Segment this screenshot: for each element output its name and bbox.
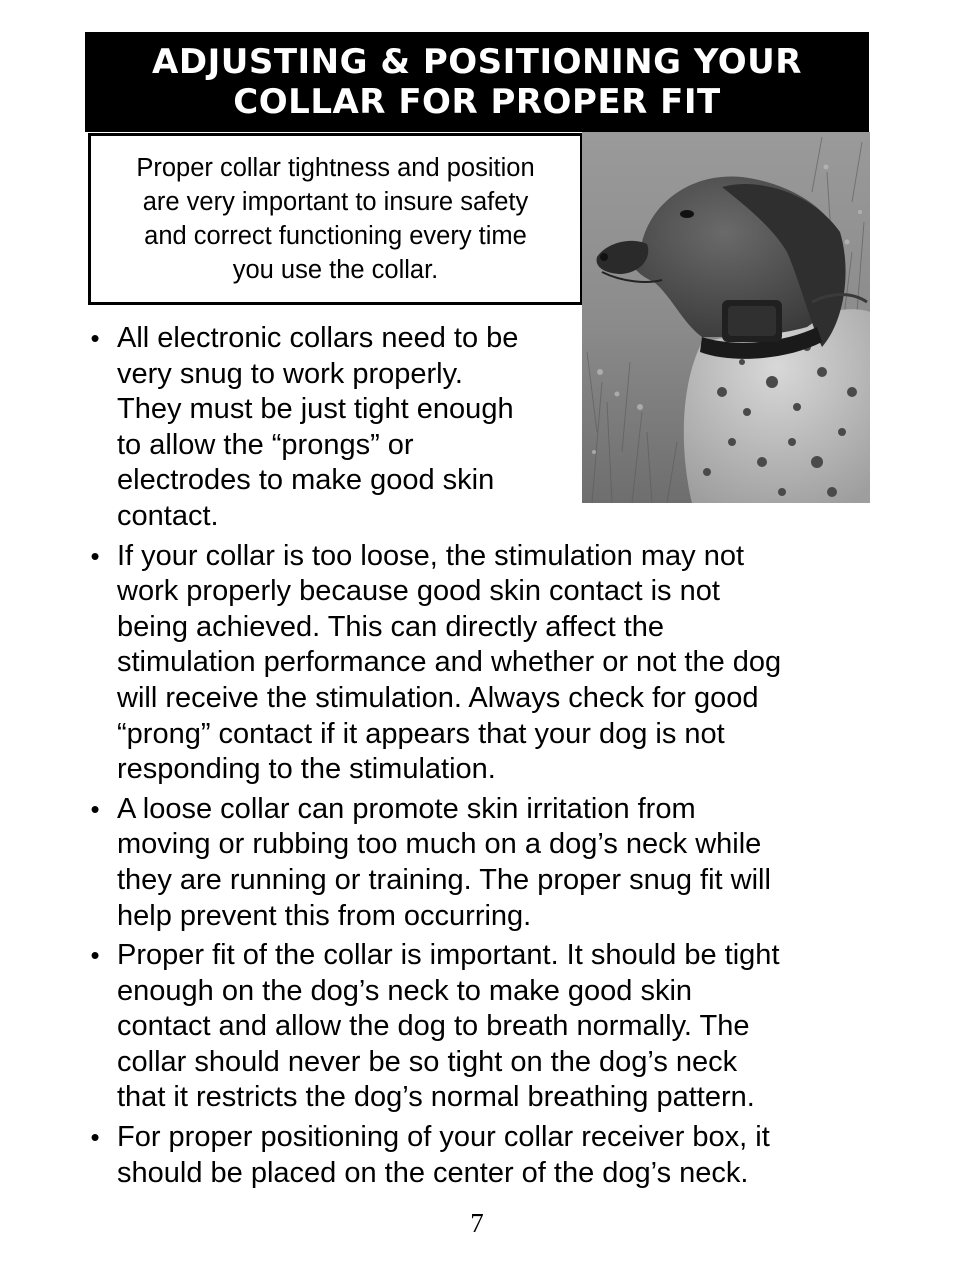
bullet-icon: • bbox=[90, 1122, 100, 1153]
bullet-line: to allow the “prongs” or bbox=[117, 428, 414, 461]
bullet-line: Proper fit of the collar is important. It should be tight bbox=[117, 939, 780, 972]
bullet-icon: • bbox=[90, 940, 100, 971]
bullet-line: For proper positioning of your collar receiver box, it bbox=[117, 1121, 770, 1154]
page-number: 7 bbox=[470, 1208, 484, 1238]
list-item bbox=[85, 1120, 875, 1191]
list-item bbox=[85, 938, 875, 1116]
bullet-line: moving or rubbing too much on a dog’s neck while bbox=[117, 828, 762, 861]
bullet-line: contact and allow the dog to breath normally. The bbox=[117, 1010, 750, 1043]
bullet-line: enough on the dog’s neck to make good skin bbox=[117, 974, 693, 1007]
bullet-line: very snug to work properly. bbox=[117, 357, 463, 390]
bullet-line: that it restricts the dog’s normal breathing pattern. bbox=[117, 1081, 755, 1114]
safety-callout-box bbox=[88, 133, 583, 305]
bullet-line: If your collar is too loose, the stimulation may not bbox=[117, 539, 745, 572]
heading-line-1: ADJUSTING & POSITIONING YOUR bbox=[152, 42, 802, 82]
list-item bbox=[85, 321, 875, 535]
bullet-line: they are running or training. The proper snug fit will bbox=[117, 863, 771, 896]
bullet-icon: • bbox=[90, 323, 100, 353]
bullet-line: A loose collar can promote skin irritation from bbox=[117, 792, 696, 825]
list-item bbox=[85, 539, 875, 788]
heading-line-2: COLLAR FOR PROPER FIT bbox=[233, 82, 721, 122]
bullet-line: electrodes to make good skin bbox=[117, 464, 495, 497]
list-item bbox=[85, 792, 875, 934]
callout-line-3: and correct functioning every time bbox=[144, 222, 527, 250]
bullet-line: work properly because good skin contact is not bbox=[117, 575, 720, 608]
bullet-icon: • bbox=[90, 793, 100, 824]
bullet-line: They must be just tight enough bbox=[117, 393, 514, 426]
bullet-icon: • bbox=[90, 540, 100, 571]
bullet-line: stimulation performance and whether or not the dog bbox=[117, 646, 782, 679]
bullet-line: All electronic collars need to be bbox=[117, 322, 519, 354]
page-heading bbox=[85, 32, 869, 132]
bullet-line: being achieved. This can directly affect the bbox=[117, 610, 665, 643]
bullet-line: help prevent this from occurring. bbox=[117, 899, 532, 932]
bullet-line: should be placed on the center of the dog’s neck. bbox=[117, 1156, 749, 1189]
bullet-line: “prong” contact if it appears that your dog is not bbox=[117, 717, 725, 750]
bullet-line: will receive the stimulation. Always check for good bbox=[117, 681, 759, 714]
fit-guidelines-list bbox=[85, 321, 875, 1195]
bullet-line: collar should never be so tight on the dog’s neck bbox=[117, 1045, 738, 1078]
callout-line-1: Proper collar tightness and position bbox=[136, 154, 535, 182]
callout-line-4: you use the collar. bbox=[232, 256, 439, 284]
bullet-line: responding to the stimulation. bbox=[117, 753, 496, 786]
bullet-line: contact. bbox=[117, 499, 219, 532]
callout-line-2: are very important to insure safety bbox=[142, 188, 529, 216]
